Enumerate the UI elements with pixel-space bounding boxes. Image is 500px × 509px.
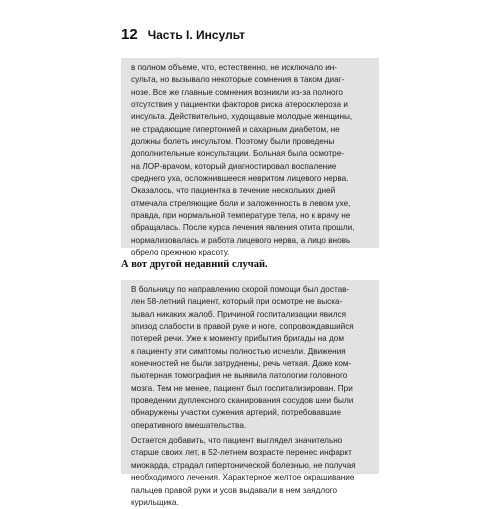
shaded-text-block-1: [121, 58, 379, 258]
text-line: не страдающие гипертонией и сахарным диабетом, не: [131, 124, 340, 134]
text-line: оперативного вмешательства.: [131, 420, 247, 430]
text-line: нозе. Все же главные сомнения возникли из-за полного: [131, 87, 343, 97]
text-line: Оказалось, что пациентка в течение нескольких дней: [131, 186, 336, 196]
text-line: эпизод слабости в правой руке и ноге, сопровождавшийся: [131, 322, 354, 332]
paragraph: [121, 280, 379, 432]
text-line: зывал никаких жалоб. Причиной госпитализации явился: [131, 309, 347, 319]
text-line: отсутствия у пациентки факторов риска атеросклероза и: [131, 100, 348, 110]
text-line: обращалась. После курса лечения явления отита прошли,: [131, 223, 355, 233]
text-line: мозга. Тем не менее, пациент был госпитализирован. При: [131, 383, 353, 393]
shaded-text-block-2: [121, 280, 379, 507]
page-number: 12: [121, 26, 138, 43]
text-line: миокарда, страдал гипертонической болезнью, не получая: [131, 460, 356, 470]
text-line: дополнительные консультации. Больная была осмотре-: [131, 149, 344, 159]
text-line: на ЛОР-врачом, который диагностировал воспаление: [131, 161, 337, 171]
text-line: лен 58-летний пациент, который при осмотре не выска-: [131, 297, 343, 307]
text-line: пьютерная томография не выявила патологии головного: [131, 371, 348, 381]
text-line: обнаружены участки сужения артерий, потребовавшие: [131, 408, 342, 418]
text-line: правда, при нормальной температуре тела, но к врачу не: [131, 211, 351, 221]
text-line: курильщика.: [131, 497, 179, 507]
text-line: обрело прежнюю красоту.: [131, 248, 230, 258]
text-line: к пациенту эти симптомы полностью исчезли. Движения: [131, 346, 346, 356]
subheading: А вот другой недавний случай.: [121, 259, 268, 270]
text-line: конечностей не были затруднены, речь четкая. Даже ком-: [131, 359, 352, 369]
text-line: инсульта. Действительно, худощавые молодые женщины,: [131, 112, 353, 122]
text-line: проведении дуплексного сканирования сосудов шеи были: [131, 396, 354, 406]
text-line: В больницу по направлению скорой помощи был достав-: [131, 285, 350, 294]
text-line: сульта, но вызывало некоторые сомнения в таком диаг-: [131, 75, 345, 85]
text-line: потерей речи. Уже к моменту прибытия бригады на дом: [131, 334, 344, 344]
paragraph: [121, 58, 379, 260]
text-line: должны болеть инсультом. Поэтому были проведены: [131, 137, 335, 147]
text-line: старше своих лет, в 52-летнем возрасте перенес инфаркт: [131, 448, 352, 458]
text-line: необходимого лечения. Характерное желтое окрашивание: [131, 473, 355, 483]
text-line: среднего уха, осложнившееся невритом лицевого нерва.: [131, 174, 349, 184]
running-head: [121, 26, 245, 43]
part-title: Часть I. Инсульт: [147, 28, 245, 42]
paragraph: [121, 435, 379, 509]
text-line: Остается добавить, что пациент выглядел значительно: [131, 436, 343, 446]
text-line: нормализовалась и работа лицевого нерва, а лицо вновь: [131, 235, 351, 245]
text-line: в полном объеме, что, естественно, не исключало ин-: [131, 63, 338, 72]
text-line: пальцев правой руки и усов выдавали в нем заядлого: [131, 485, 338, 495]
text-line: отмечала стреляющие боли и заложенность в левом ухе,: [131, 198, 351, 208]
